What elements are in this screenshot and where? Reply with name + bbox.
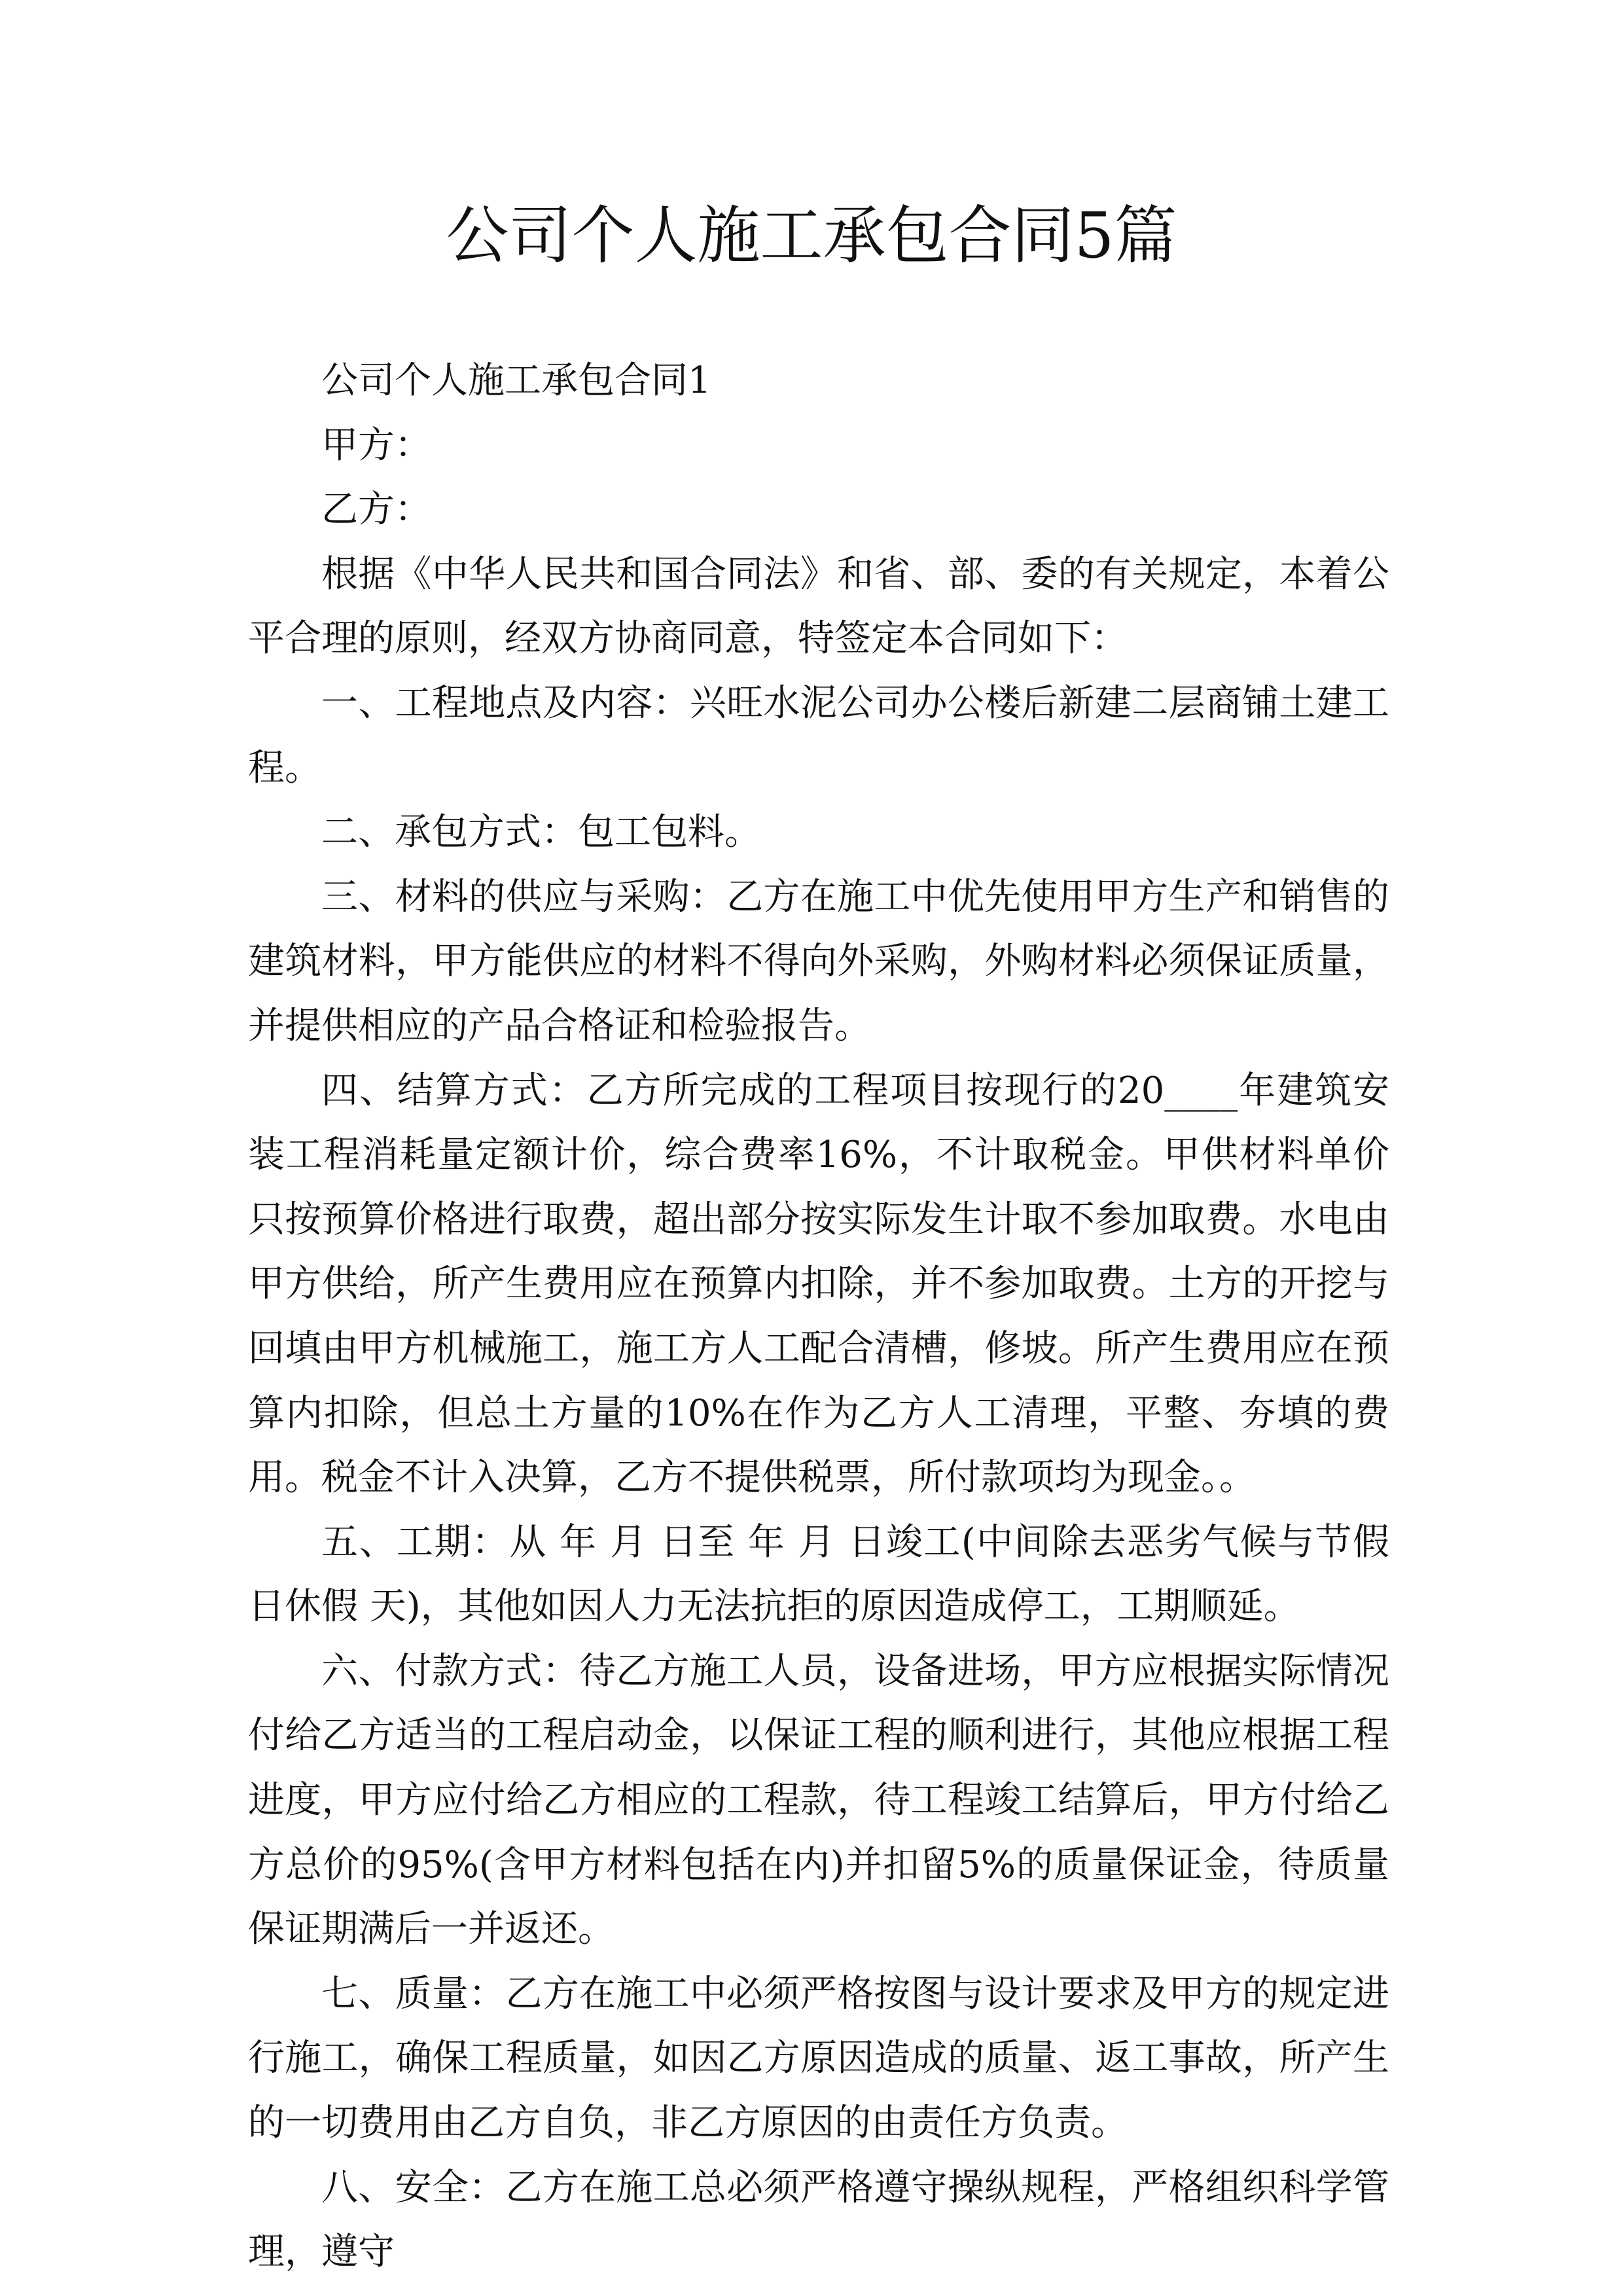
party-a-line: 甲方： (321, 423, 431, 467)
clause-8-paragraph: 八、安全：乙方在施工总必须严格遵守操纵规程，严格组织科学管理，遵守 (248, 2166, 1389, 2274)
preamble-paragraph: 根据《中华人民共和国合同法》和省、部、委的有关规定，本着公平合理的原则，经双方协商同意，特签定本合同如下： (248, 552, 1389, 660)
clause-3-paragraph: 三、材料的供应与采购：乙方在施工中优先使用甲方生产和销售的建筑材料，甲方能供应的材料不得向外采购，外购材料必须保证质量，并提供相应的产品合格证和检验报告。 (248, 875, 1389, 1047)
clause-4-paragraph: 四、结算方式：乙方所完成的工程项目按现行的20____年建筑安装工程消耗量定额计价，综合费率16%，不计取税金。甲供材料单价只按预算价格进行取费，超出部分按实际发生计取不参加取费。水电由甲方供给，所产生费用应在预算内扣除，并不参加取费。土方的开挖与回填由甲方机械施工，施工方人工配合清槽，修坡。所产生费用应在预算内扣除，但总土方量的10%在作为乙方人工清理，平整、夯填的费用。税金不计入决算，乙方不提供税票，所付款项均为现金。。 (248, 1069, 1389, 1499)
clause-7-paragraph: 七、质量：乙方在施工中必须严格按图与设计要求及甲方的规定进行施工，确保工程质量，如因乙方原因造成的质量、返工事故，所产生的一切费用由乙方自负，非乙方原因的由责任方负责。 (248, 1972, 1389, 2145)
document-body (248, 349, 1389, 2285)
document-title: 公司个人施工承包合同5篇 (446, 199, 1177, 272)
clause-6-paragraph: 六、付款方式：待乙方施工人员，设备进场，甲方应根据实际情况付给乙方适当的工程启动金，以保证工程的顺利进行，其他应根据工程进度，甲方应付给乙方相应的工程款，待工程竣工结算后，甲方付给乙方总价的95%(含甲方材料包括在内)并扣留5%的质量保证金，待质量保证期满后一并返还。 (248, 1649, 1389, 1951)
clause-1-paragraph: 一、工程地点及内容：兴旺水泥公司办公楼后新建二层商铺土建工程。 (248, 681, 1389, 789)
clause-5-paragraph: 五、工期：从 年 月 日至 年 月 日竣工(中间除去恶劣气候与节假日休假 天)，其他如因人力无法抗拒的原因造成停工，工期顺延。 (248, 1520, 1389, 1628)
section-heading: 公司个人施工承包合同1 (321, 359, 711, 402)
clause-2-paragraph: 二、承包方式：包工包料。 (321, 811, 761, 854)
party-b-line: 乙方： (321, 488, 431, 531)
